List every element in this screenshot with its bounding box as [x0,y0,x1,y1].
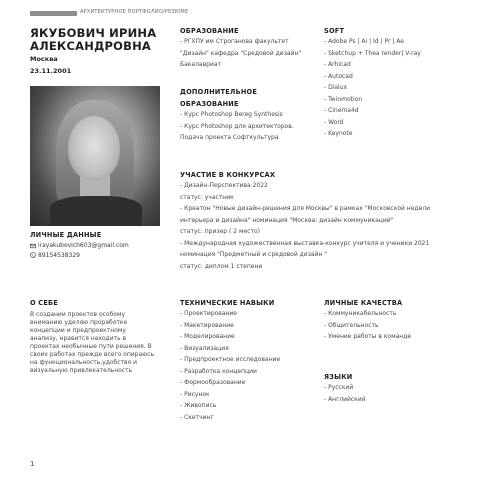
profile-photo [30,86,160,226]
about-text: В создании проектов особому вниманию уделяю проработке концепции и предпроектному анализу, нравится находить в проектах необычные пути решения. В своих работах прежде всего опираюсь на функциональность,удобство и визуальную привлекательность [30,311,155,374]
photo-shirt [50,196,142,226]
soft-item: - Twinmotion [324,95,363,103]
contests-section [180,171,430,272]
qualities-list [324,308,411,343]
qualities-title: ЛИЧНЫЕ КАЧЕСТВА [324,299,403,307]
languages-list [324,382,366,405]
person-birthdate: 23.11.2001 [30,67,72,75]
person-name-line2: АЛЕКСАНДРОВНА [30,39,152,53]
person-city: Москва [30,55,58,63]
skills-title: ТЕХНИЧЕСКИЕ НАВЫКИ [180,299,275,307]
header-bar [30,11,77,16]
languages-item: - Русский [324,384,354,391]
soft-item: - Dialux [324,84,348,91]
contacts-section [30,231,129,261]
contests-line: интерьера и дизайна" номинация "Москва: дизайн коммуникаций" [180,216,394,224]
soft-item: - Word [324,118,344,126]
languages-item: - Английский [324,395,366,403]
education-section [180,27,301,71]
soft-title: SOFT [324,27,345,35]
extra-education-title-line2: ОБРАЗОВАНИЕ [180,100,239,108]
page-number: 1 [30,460,35,468]
contests-line: - Дизайн-Перспектива 2022 [180,182,268,189]
extra-education-title-line1: ДОПОЛНИТЕЛЬНОЕ [180,88,258,96]
about-section [30,299,155,375]
skills-item: - Рисунок [180,390,210,398]
extra-education-line: - Курс Photoshop для архитекторов. [180,122,294,130]
skills-item: - Живопись [180,402,217,409]
languages-title: ЯЗЫКИ [324,373,353,381]
skills-item: - Визуализация [180,344,229,352]
skills-item: - Проектирование [180,310,237,317]
contests-line: - Креатон "Новые дизайн-решения для Москвы" в рамках "Московской недели [180,205,430,212]
qualities-item: - Умение работы в команде [324,333,412,340]
skills-item: - Моделирование [180,333,235,340]
skills-list [180,308,280,423]
education-title: ОБРАЗОВАНИЕ [180,27,239,35]
contests-line: номинация "Предметный и средовой дизайн " [180,251,328,258]
contests-line: статус: участник [180,193,234,201]
email-value: irayakubovich603@gmail.com [38,242,129,249]
soft-item: - Sketchup + Thea render| V-ray [324,49,421,57]
contests-line: - Международная художественная выставка-конкурс учителя и ученики 2021 [180,239,430,247]
qualities-item: - Коммуникабельность [324,310,397,317]
soft-item: - Autocad [324,72,353,80]
extra-education-line: Подача проекта Софткультура [180,134,279,141]
phone-icon [30,252,36,258]
header-label: АРХИТЕКТУРНОЕ ПОРТФОЛИО/РЕЗЮМЕ [80,9,189,15]
contests-line: статус: призер ( 2 место) [180,228,260,235]
skills-item: - Макетирование [180,321,234,329]
education-line: "Дизайн" кафедра "Средовой дизайн" [180,49,302,57]
phone-value: 89154538329 [38,251,80,259]
contests-line: статус: диплом 1 степени [180,262,263,270]
soft-list [324,36,421,140]
photo-face [68,116,120,180]
soft-item: - Cinema4d [324,107,359,114]
skills-item: - Разработка концепции [180,367,257,375]
soft-item: - Keynote [324,130,353,137]
qualities-item: - Общительность [324,321,379,329]
person-name-line1: ЯКУБОВИЧ ИРИНА [30,26,157,40]
about-title: О СЕБЕ [30,299,58,307]
contests-title: УЧАСТИЕ В КОНКУРСАХ [180,171,276,179]
education-line: Бакалавриат [180,61,222,68]
extra-education-line: - Курс Photoshop Bereg Synthesis [180,111,283,118]
soft-section [324,27,421,140]
extra-education-section [180,88,294,144]
mail-icon [30,243,36,249]
soft-item: - Adobe Ps | Ai | Id | Pr | Ae [324,38,404,45]
skills-item: - Формообразование [180,379,246,386]
languages-section [324,373,366,405]
education-line: - РГХПУ им Строганова факультет [180,38,289,45]
person-name [30,27,170,53]
skills-item: - Предпроектное исследование [180,356,281,363]
skills-section [180,299,280,423]
soft-item: - Arhicad [324,61,351,68]
skills-item: - Скетчинг [180,413,214,421]
contacts-title: ЛИЧНЫЕ ДАННЫЕ [30,231,102,239]
qualities-section [324,299,411,343]
